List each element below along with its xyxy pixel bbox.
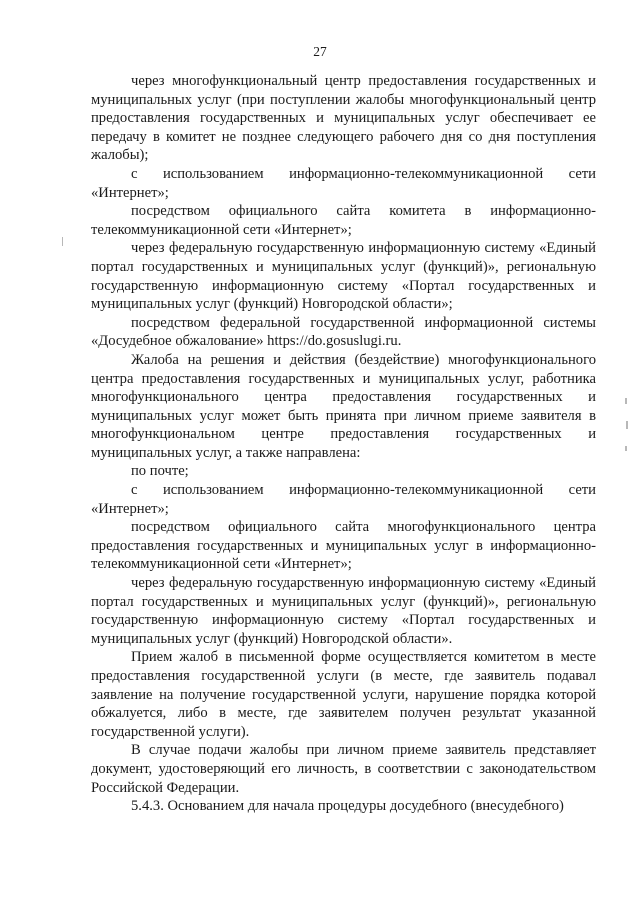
scan-mark (625, 398, 627, 404)
page-number: 27 (313, 44, 327, 59)
paragraph: по почте; (131, 463, 189, 480)
document-body (91, 72, 596, 816)
scan-mark (625, 446, 627, 451)
paragraph: посредством официального сайта комитета в информационно-телекоммуникационной сети «Интернет»; (91, 203, 596, 238)
paragraph: через федеральную государственную информационную систему «Единый портал государственных и муниципальных услуг (функций)», региональную государственную информационную систему «Портал государственных и муниципальных услуг (функций) Новгородской области»; (91, 240, 596, 313)
paragraph: В случае подачи жалобы при личном приеме заявитель представляет документ, удостоверяющий его личность, в соответствии с законодательством Российской Федерации. (91, 742, 596, 796)
paragraph: с использованием информационно-телекоммуникационной сети «Интернет»; (91, 482, 596, 517)
paragraph: посредством федеральной государственной информационной системы «Досудебное обжалование» https://do.gosuslugi.ru. (91, 314, 596, 350)
scan-mark (626, 421, 628, 429)
scan-mark (62, 237, 63, 246)
paragraph: Прием жалоб в письменной форме осуществляется комитетом в месте предоставления государственной услуги (в месте, где заявитель подавал заявление на получение государственной услуги, нарушение порядка которой обжалуется, либо в месте, где заявителем получен результат указанной государственной услуги). (91, 649, 596, 740)
paragraph: посредством официального сайта многофункционального центра предоставления государственных и муниципальных услуг в информационно-телекоммуникационной сети «Интернет»; (91, 519, 596, 573)
paragraph: через многофункциональный центр предоставления государственных и муниципальных услуг (при поступлении жалобы многофункциональный центр предоставления государственных и муниципальных услуг обеспечивает ее передачу в комитет не позднее следующего рабочего дня со дня поступления жалобы); (91, 73, 596, 164)
paragraph: через федеральную государственную информационную систему «Единый портал государственных и муниципальных услуг (функций)», региональную государственную информационную систему «Портал государственных и муниципальных услуг (функций) Новгородской области». (91, 575, 596, 647)
paragraph: с использованием информационно-телекоммуникационной сети «Интернет»; (91, 165, 596, 201)
paragraph: Жалоба на решения и действия (бездействие) многофункционального центра предоставления государственных и муниципальных услуг, работника многофункционального центра предоставления государственных и муниципальных услуг может быть принята при личном приеме заявителя в многофункциональном центре предоставления государственных и муниципальных услуг, а также направлена: (91, 351, 596, 461)
paragraph: 5.4.3. Основанием для начала процедуры досудебного (внесудебного) (131, 798, 564, 815)
